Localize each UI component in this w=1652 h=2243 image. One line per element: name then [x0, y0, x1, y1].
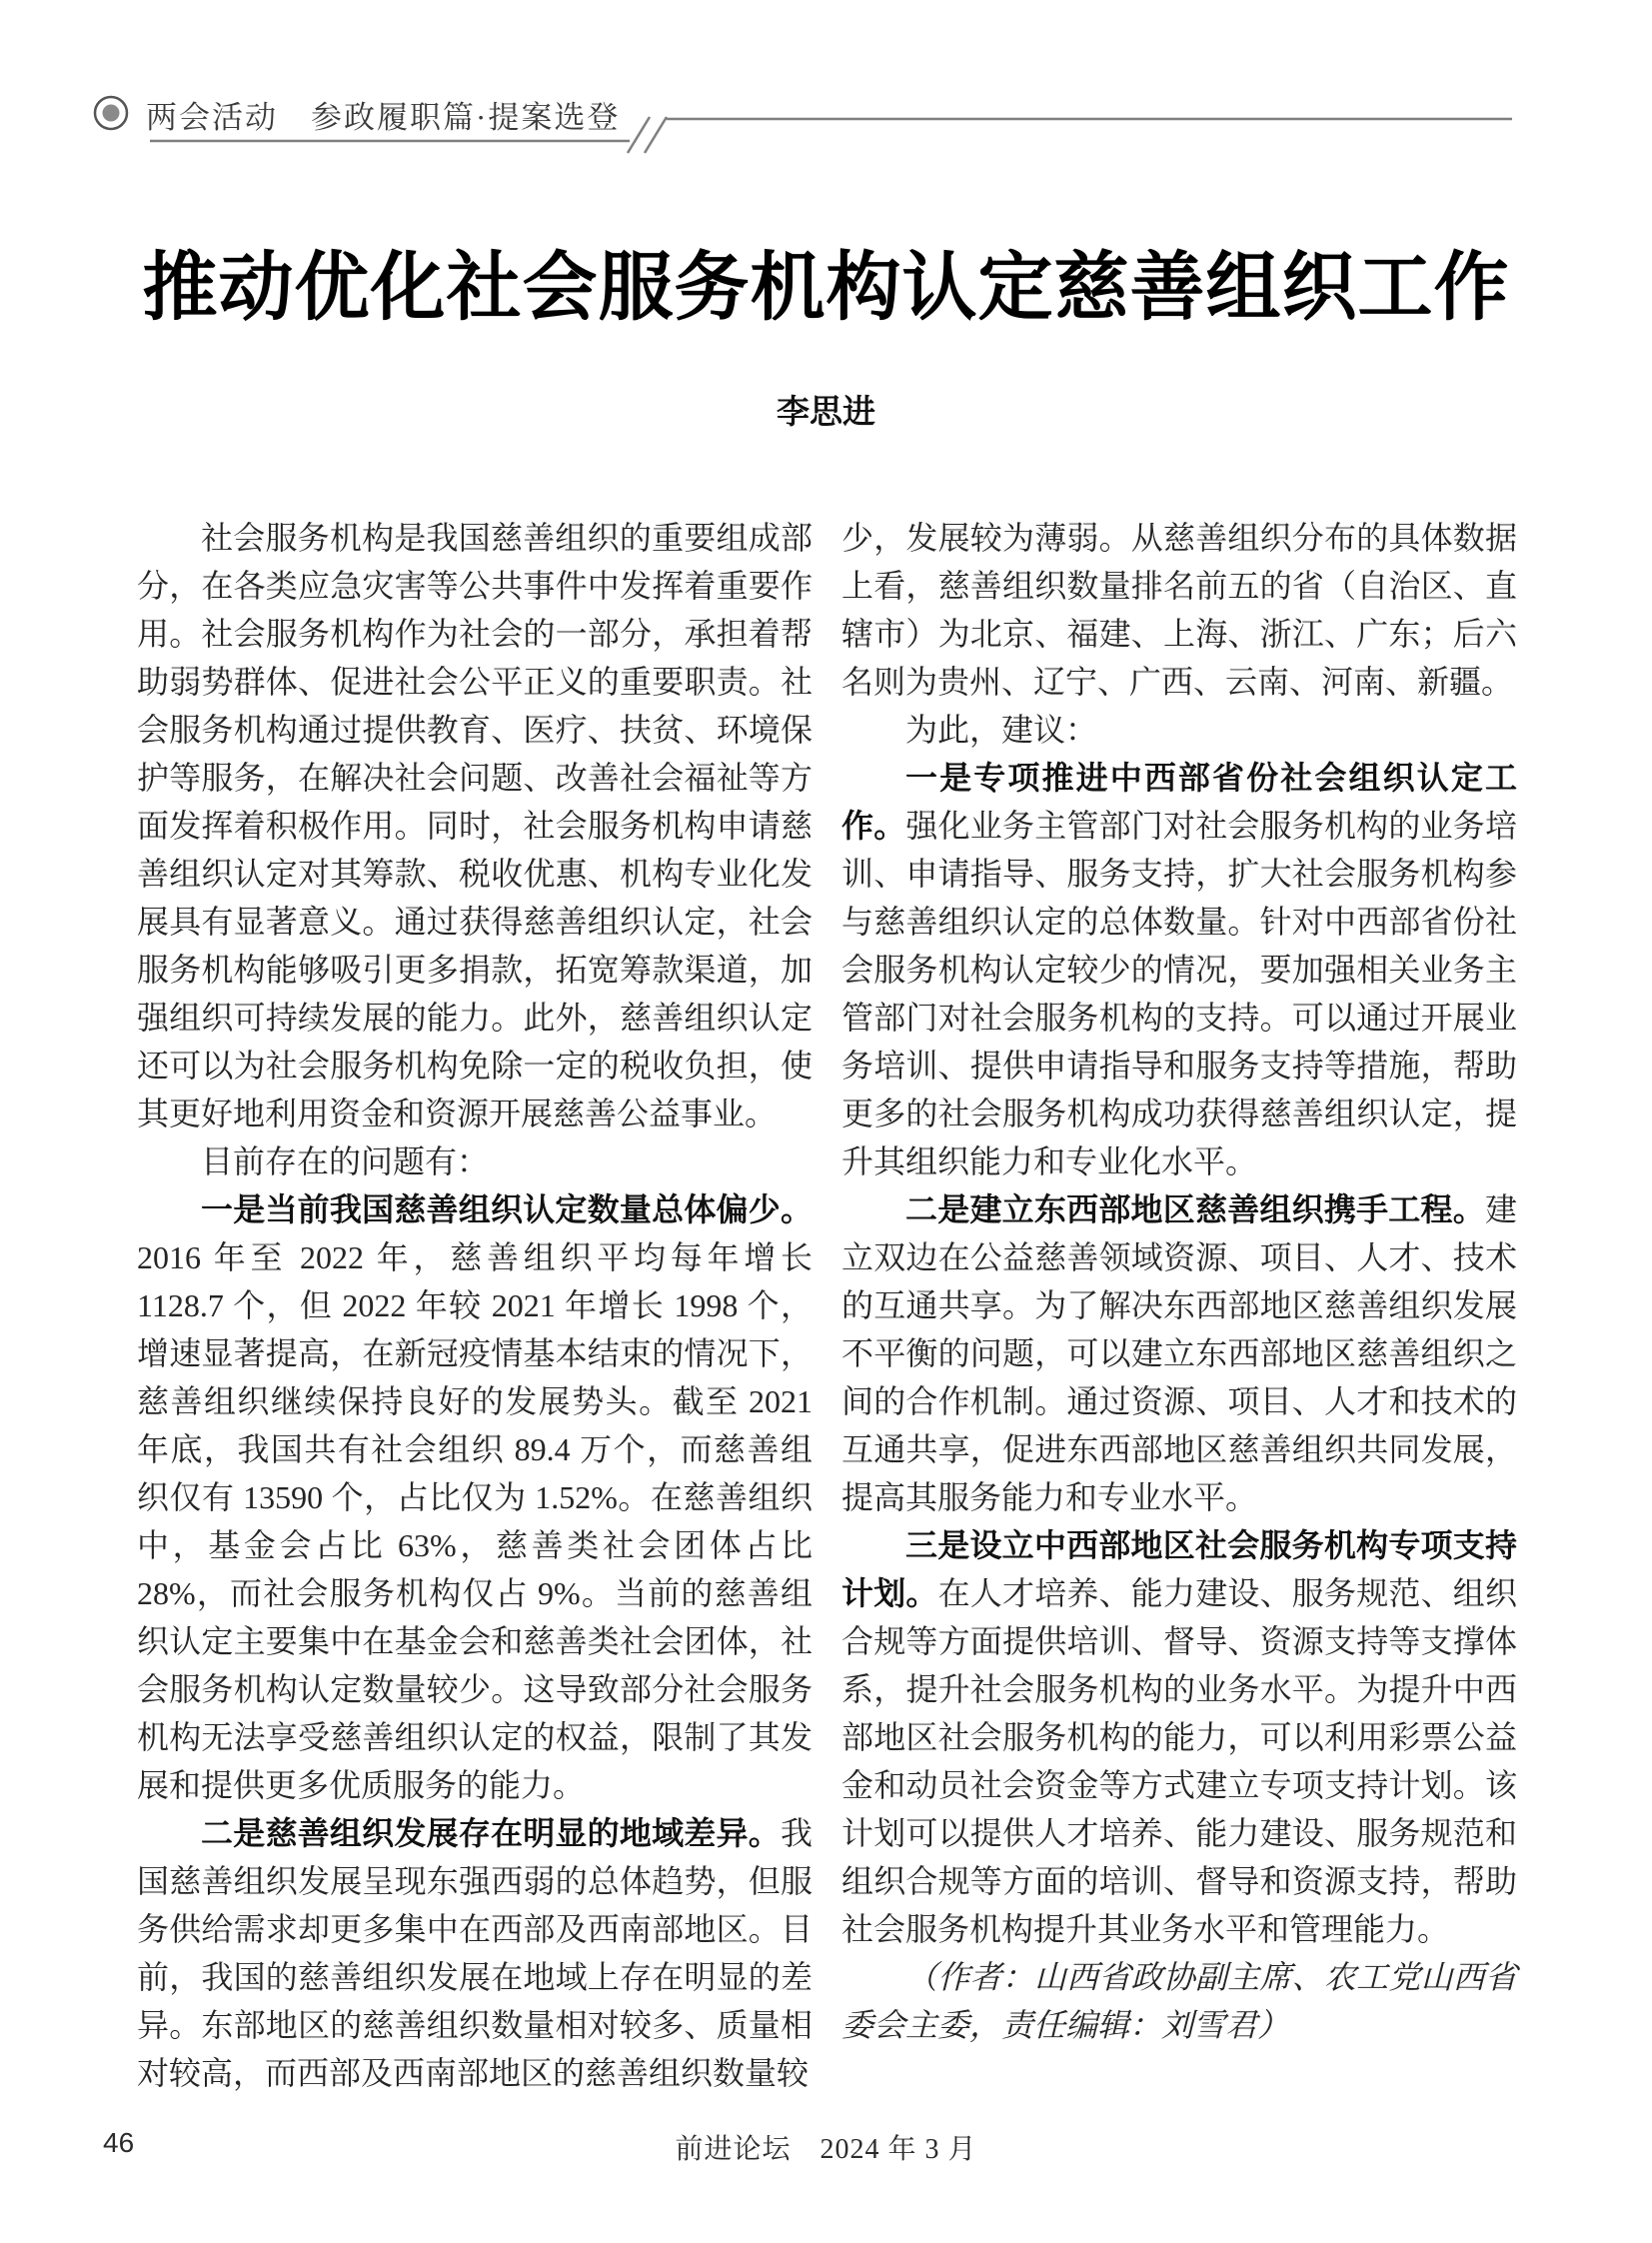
page-footer [0, 2127, 1652, 2167]
paragraph-lead: 一是专项推进中西部省份社会组织认定工作。 [841, 760, 1517, 844]
paragraph: 二是建立东西部地区慈善组织携手工程。建立双边在公益慈善领域资源、项目、人才、技术的互通共享。为了解决东西部地区慈善组织发展不平衡的问题，可以建立东西部地区慈善组织之间的合作机制。通过资源、项目、人才和技术的互通共享，促进东西部地区慈善组织共同发展，提高其服务能力和专业水平。 [841, 1191, 1517, 1515]
paragraph: 三是设立中西部地区社会服务机构专项支持计划。在人才培养、能力建设、服务规范、组织合规等方面提供培训、督导、资源支持等支撑体系，提升社会服务机构的业务水平。为提升中西部地区社会服务机构的能力，可以利用彩票公益金和动员社会资金等方式建立专项支持计划。该计划可以提供人才培养、能力建设、服务规范和组织合规等方面的培训、督导和资源支持，帮助社会服务机构提升其业务水平和管理能力。 [841, 1527, 1517, 1947]
paragraph-lead: 二是建立东西部地区慈善组织携手工程。 [905, 1191, 1485, 1227]
header-rule-decoration [0, 0, 1652, 170]
paragraph-lead: 三是设立中西部地区社会服务机构专项支持计划。 [841, 1527, 1517, 1611]
paragraph-lead: 二是慈善组织发展存在明显的地域差异。 [201, 1815, 781, 1851]
article-title: 推动优化社会服务机构认定慈善组织工作 [142, 245, 1510, 329]
bullseye-icon [95, 97, 127, 129]
section-label: 两会活动 参政履职篇·提案选登 [146, 100, 621, 135]
right-column [841, 514, 1517, 2049]
paragraph: 一是专项推进中西部省份社会组织认定工作。强化业务主管部门对社会服务机构的业务培训、申请指导、服务支持，扩大社会服务机构参与慈善组织认定的总体数量。针对中西部省份社会服务机构认定较少的情况，要加强相关业务主管部门对社会服务机构的支持。可以通过开展业务培训、提供申请指导和服务支持等措施，帮助更多的社会服务机构成功获得慈善组织认定，提升其组织能力和专业化水平。 [841, 760, 1517, 1179]
paragraph-lead: 一是当前我国慈善组织认定数量总体偏少。 [201, 1191, 813, 1227]
journal-footer-line: 前进论坛 2024 年 3 月 [675, 2134, 977, 2165]
paragraph: （作者：山西省政协副主席、农工党山西省委会主委，责任编辑：刘雪君） [841, 1959, 1517, 2043]
paragraph: 为此，建议： [905, 712, 1098, 748]
paragraph: 二是慈善组织发展存在明显的地域差异。我国慈善组织发展呈现东强西弱的总体趋势，但服务供给需求却更多集中在西部及西南部地区。目前，我国的慈善组织发展在地域上存在明显的差异。东部地区的慈善组织数量相对较多、质量相对较高，而西部及西南部地区的慈善组织数量较 [137, 1815, 813, 2091]
paragraph: 一是当前我国慈善组织认定数量总体偏少。2016 年至 2022 年，慈善组织平均每年增长 1128.7 个，但 2022 年较 2021 年增长 1998 个，增速显著提高，在新冠疫情基本结束的情况下，慈善组织继续保持良好的发展势头。截至 2021 年底，我国共有社会组织 89.4 万个，而慈善组织仅有 13590 个，占比仅为 1.52%。在慈善组织中，基金会占比 63%，慈善类社会团体占比 28%，而社会服务机构仅占 9%。当前的慈善组织认定主要集中在基金会和慈善类社会团体，社会服务机构认定数量较少。这导致部分社会服务机构无法享受慈善组织认定的权益，限制了其发展和提供更多优质服务的能力。 [137, 1191, 813, 1803]
paragraph: 社会服务机构是我国慈善组织的重要组成部分，在各类应急灾害等公共事件中发挥着重要作用。社会服务机构作为社会的一部分，承担着帮助弱势群体、促进社会公平正义的重要职责。社会服务机构通过提供教育、医疗、扶贫、环境保护等服务，在解决社会问题、改善社会福祉等方面发挥着积极作用。同时，社会服务机构申请慈善组织认定对其筹款、税收优惠、机构专业化发展具有显著意义。通过获得慈善组织认定，社会服务机构能够吸引更多捐款，拓宽筹款渠道，加强组织可持续发展的能力。此外，慈善组织认定还可以为社会服务机构免除一定的税收负担，使其更好地利用资金和资源开展慈善公益事业。 [137, 520, 813, 1131]
paragraph: 少，发展较为薄弱。从慈善组织分布的具体数据上看，慈善组织数量排名前五的省（自治区、直辖市）为北京、福建、上海、浙江、广东；后六名则为贵州、辽宁、广西、云南、河南、新疆。 [841, 520, 1517, 700]
paragraph: 目前存在的问题有： [201, 1143, 490, 1179]
article-author: 李思进 [777, 393, 875, 430]
page-header [0, 0, 1652, 170]
left-column [137, 514, 813, 2097]
page-number: 46 [103, 2127, 135, 2158]
